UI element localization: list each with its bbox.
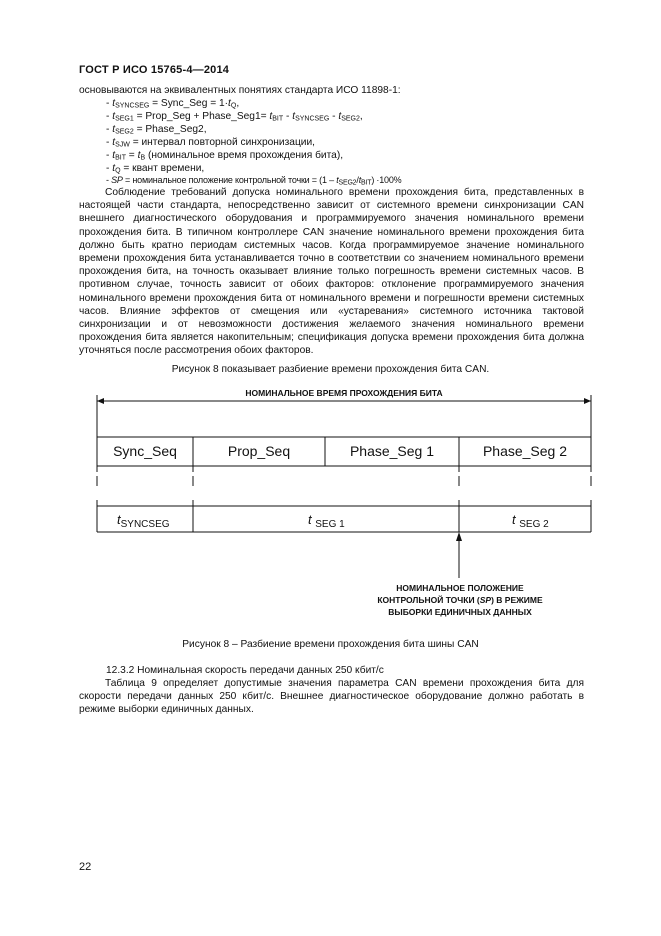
def-tsjw: - $t_{SJW}$ = интервал повторной синхронизации, <box>106 137 316 149</box>
sample-point-arrow-icon <box>456 532 462 541</box>
sample-point-label: НОМИНАЛЬНОЕ ПОЛОЖЕНИЕ КОНТРОЛЬНОЙ ТОЧКИ (SP) В РЕЖИМЕ ВЫБОРКИ ЕДИНИЧНЫХ ДАННЫХ <box>377 583 543 617</box>
left-arrow-icon <box>97 398 104 404</box>
page-number: 22 <box>79 861 92 873</box>
def-tsyncseg: - $t_{SYNCSEG}$ = Sync_Seg = $1\cdot t_Q$, <box>106 98 240 110</box>
label-tseg2: t $_{SEG 2}$ <box>512 512 549 530</box>
paragraph-1: Соблюдение требований допуска номинального времени прохождения бита, представленных в настоящей части стандарта, непосредственно зависит от системного времени синхронизации CAN внешнего диагностического оборудования и программируемого значения номинального времени прохождения бита. В типичном контроллере CAN значение номинального времени прохождения бита должно быть кратно периодам системных часов. Когда программируемое значение номинального времени прохождения бита устанавливается точно в соответствии со значением номинального времени прохождения бита, на точность оказывает влияние только погрешность времени системных часов. В противном случае, точность зависит от обоих факторов: отклонение программируемого значения номинального времени прохождения бита от номинального времени и погрешности времени системных часов. Влияние эффектов от смещения или «устаревания» системного источника тактовой синхронизации и от невозможности достижения желаемого значения номинального времени прохождения бита является накопительным; спецификация допуска времени прохождения бита должна уточняться после рассмотрения обоих факторов. <box>79 187 584 357</box>
paragraph-2: Таблица 9 определяет допустимые значения параметра CAN времени прохождения бита для скорости передачи данных 250 кбит/с. Внешнее диагностическое оборудование должно работать в режиме выборки единичных данных. <box>79 678 584 716</box>
segment-phase2: Phase_Seg 2 <box>482 443 568 459</box>
section-heading: 12.3.2 Номинальная скорость передачи данных 250 кбит/с <box>106 665 384 676</box>
intro-text: основываются на эквивалентных понятиях стандарта ИСО 11898-1: <box>79 85 401 96</box>
document-header: ГОСТ Р ИСО 15765-4—2014 <box>79 64 230 76</box>
figure-intro: Рисунок 8 показывает разбиение времени прохождения бита CAN. <box>171 364 490 375</box>
def-tq: - $t_Q$ = квант времени, <box>106 163 205 175</box>
def-tseg2: - $t_{SEG2}$ = Phase_Seg2, <box>106 124 207 136</box>
right-arrow-icon <box>584 398 591 404</box>
def-sp: - SP = номинальное положение контрольной точки = $(1 - t_{SEG2}/t_{BIT}) \cdot 100\%$ <box>106 175 402 187</box>
label-tsyncseg: $t_{SYNCSEG}$ <box>117 512 170 530</box>
segment-phase1: Phase_Seg 1 <box>349 443 435 459</box>
segment-prop: Prop_Seq <box>227 443 291 459</box>
figure-caption: Рисунок 8 – Разбиение времени прохождения бита шины CAN <box>182 639 479 650</box>
def-tseg1: - $t_{SEG1}$ = Prop_Seg + Phase_Seg1= $t_{BIT} - t_{SYNCSEG} - t_{SEG2}$, <box>106 111 363 123</box>
segment-sync: Sync_Seq <box>113 443 177 459</box>
label-tseg1: t $_{SEG 1}$ <box>308 512 345 530</box>
nominal-bit-time-label: НОМИНАЛЬНОЕ ВРЕМЯ ПРОХОЖДЕНИЯ БИТА <box>245 388 443 398</box>
def-tbit: - $t_{BIT} = t_B$ (номинальное время прохождения бита), <box>106 150 344 162</box>
